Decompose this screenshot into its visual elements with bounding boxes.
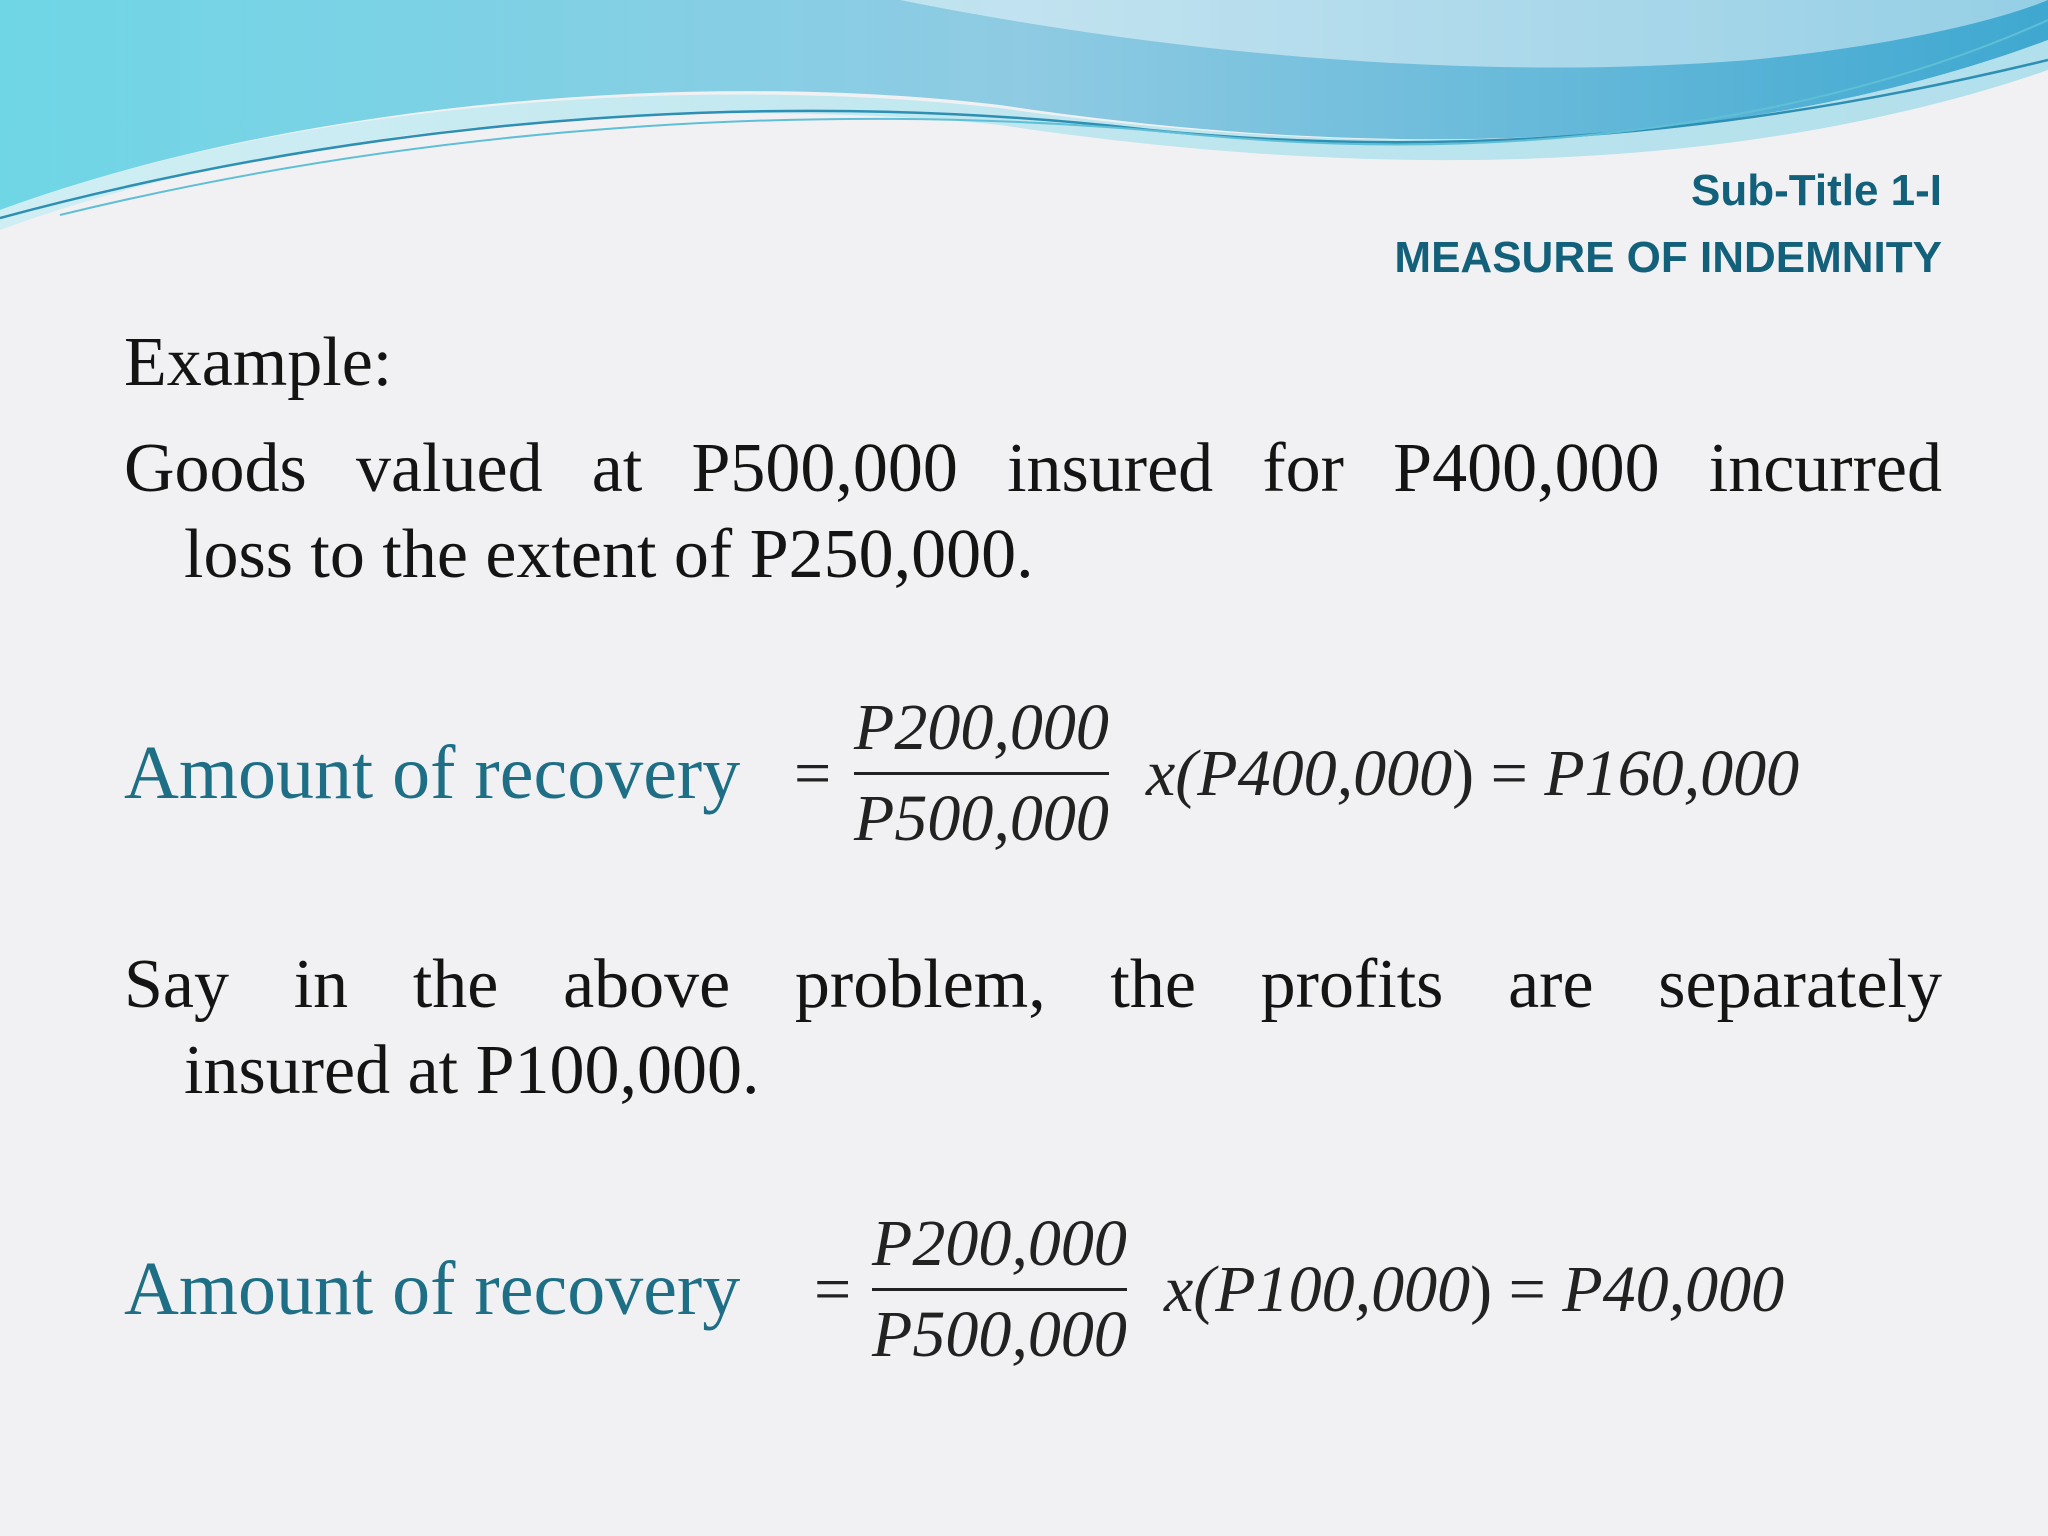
fraction-denominator: P500,000 <box>872 1298 1127 1371</box>
fraction <box>872 1204 1127 1375</box>
formula-result: P40,000 <box>1562 1253 1785 1326</box>
multiplier-value: P400,000 <box>1197 737 1453 810</box>
formula-multiplier <box>1146 734 1799 814</box>
paragraph2-line1: Say in the above problem, the profits are separately <box>124 946 1942 1023</box>
fraction <box>854 688 1109 859</box>
paragraph1-line1: Goods valued at P500,000 insured for P400,000 incurred <box>124 430 1942 507</box>
formula-label: Amount of recovery <box>124 1247 741 1331</box>
result-equals-sign: = <box>1508 1253 1546 1326</box>
slide-title: MEASURE OF INDEMNITY <box>1394 233 1942 282</box>
result-equals-sign: = <box>1490 737 1528 810</box>
multiplier-close: ) <box>1470 1253 1493 1326</box>
multiplier-open: x( <box>1146 737 1198 810</box>
equals-sign: = <box>814 1253 852 1326</box>
paragraph1-line2: loss to the extent of P250,000. <box>184 516 1034 593</box>
fraction-numerator: P200,000 <box>854 688 1109 775</box>
formula-multiplier <box>1164 1250 1784 1330</box>
paragraph-goods-valued <box>124 426 1942 598</box>
paragraph2-line2: insured at P100,000. <box>184 1032 760 1109</box>
multiplier-value: P100,000 <box>1215 1253 1471 1326</box>
formula-result: P160,000 <box>1544 737 1800 810</box>
formula-label: Amount of recovery <box>124 731 741 815</box>
fraction-denominator: P500,000 <box>854 782 1109 855</box>
fraction-numerator: P200,000 <box>872 1204 1127 1291</box>
multiplier-open: x( <box>1164 1253 1216 1326</box>
equals-sign: = <box>794 737 832 810</box>
paragraph-profits-insured <box>124 942 1942 1114</box>
multiplier-close: ) <box>1452 737 1475 810</box>
example-heading: Example: <box>124 324 393 401</box>
slide-subtitle: Sub-Title 1-I <box>1691 166 1942 215</box>
